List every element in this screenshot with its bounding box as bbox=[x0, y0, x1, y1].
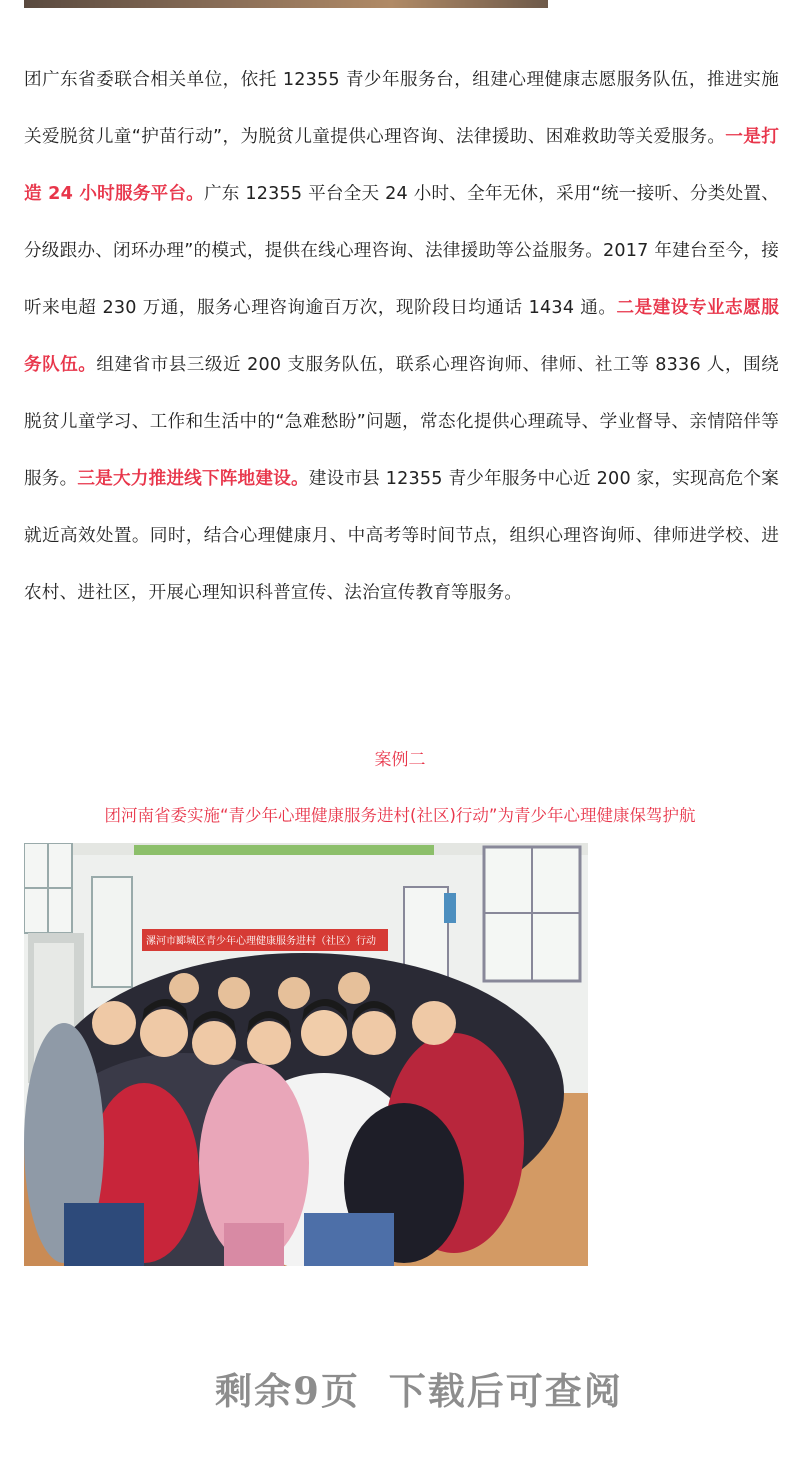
article-body bbox=[24, 52, 779, 622]
highlight-point-three: 三是大力推进线下阵地建设。 bbox=[77, 469, 309, 489]
article-text: 建设市县 12355 青少年服务中心近 200 家，实现高危个案就近高效处置。同时，结合心理健康月、中高考等时间节点，组织心理咨询师、律师进学校、进农村、进社区，开展心理知识科普宣传、法治宣传教育等服务。 bbox=[24, 469, 779, 603]
article-text: 团广东省委联合相关单位，依托 12355 青少年服务台，组建心理健康志愿服务队伍，推进实施关爱脱贫儿童“护苗行动”，为脱贫儿童提供心理咨询、法律援助、困难救助等关爱服务。 bbox=[24, 70, 779, 147]
top-photo-edge bbox=[24, 0, 548, 8]
case-title: 案例二 bbox=[374, 750, 426, 770]
article-text: 广东 12355 平台全天 24 小时、全年无休，采用“统一接听、分类处置、分级跟办、闭环办理”的模式，提供在线心理咨询、法律援助等公益服务。2017 年建台至今，接听来电超 230 万通，服务心理咨询逾百万次，现阶段日均通话 1434 通。 bbox=[24, 184, 779, 318]
photo-banner-text: 漯河市郾城区青少年心理健康服务进村（社区）行动 bbox=[146, 936, 376, 947]
download-hint[interactable]: 剩余9页 下载后可查阅 bbox=[215, 1369, 623, 1413]
highlight-point-one: 一是打造 24 小时服务平台。 bbox=[24, 127, 780, 204]
event-photo bbox=[24, 843, 588, 1266]
highlight-point-two: 二是建设专业志愿服务队伍。 bbox=[24, 298, 779, 375]
article-text: 组建省市县三级近 200 支服务队伍，联系心理咨询师、律师、社工等 8336 人，围绕脱贫儿童学习、工作和生活中的“急难愁盼”问题，常态化提供心理疏导、学业督导、亲情陪伴等服务。 bbox=[24, 355, 779, 489]
case-subtitle: 团河南省委实施“青少年心理健康服务进村(社区)行动”为青少年心理健康保驾护航 bbox=[104, 806, 696, 825]
